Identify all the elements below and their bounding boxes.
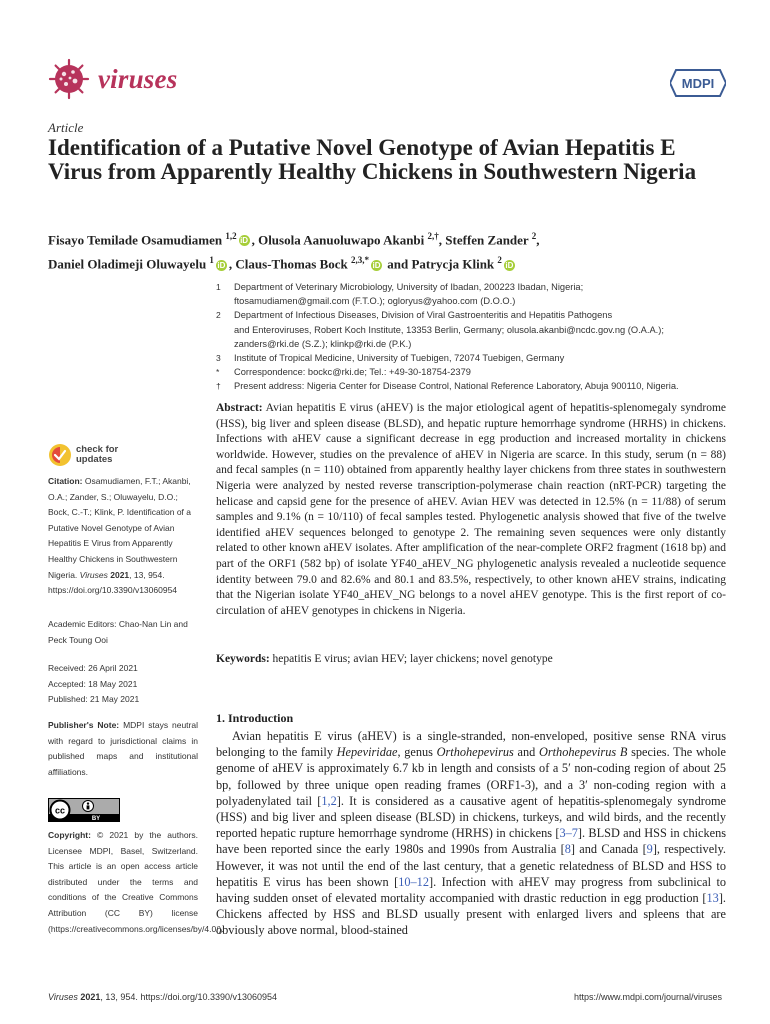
reference-link[interactable]: 9 — [646, 842, 653, 857]
by-label: BY — [91, 816, 101, 822]
abstract-text: Avian hepatitis E virus (aHEV) is the major etiological agent of hepatitis-splenomegaly syndrome (HSS), big liver and spleen disease (BLSD), and hepatic rupture hemorrhage syndrome (HRHS) in chickens. Infections with aHEV cause a significant decrease in egg production and increased mortality in chickens worldwide. However, studies on the prevalence of aHEV in Nigeria are scarce. In this study, serum (n = 88) and fecal samples (n = 110) obtained from apparently healthy layer chickens from three states in southwestern Nigeria were analyzed by nested reverse transcription-polymerase chain reaction (nRT-PCR) targeting the helicase and capsid gene for the presence of aHEV. Avian HEV was detected in 12.5% (n = 11/88) of serum samples and 9.1% (n = 10/110) of fecal samples tested. Phylogenetic analysis showed that five of the twelve identified aHEV sequences belonged to genotype 2. The remaining seven sequences were only distantly related to other known aHEV isolates. After amplification of the near-complete ORF2 fragment (1618 bp) and part of the ORF1 (582 bp) of isolate YF40_aHEV_NG phylogenetic analysis revealed a nucleotide sequence identity between 79.0 and 82.6% and 80.1 and 83.5%, respectively, to other known aHEV strains, indicating that the Nigerian isolate YF40_aHEV_NG belongs to a novel aHEV genotype. This is the first report of co-circulation of aHEV genotypes in chickens in Nigeria. — [216, 402, 726, 617]
footer-year: 2021 — [80, 992, 101, 1002]
affiliation-text: zanders@rki.de (S.Z.); klinkp@rki.de (P.K.) — [234, 338, 412, 349]
author-affiliation-marker: 1,2 — [225, 231, 237, 241]
affiliation-item — [216, 379, 736, 393]
dates-block — [48, 661, 198, 708]
keywords — [216, 652, 726, 667]
affiliation-text: ftosamudiamen@gmail.com (F.T.O.); ogloryus@yahoo.com (D.O.O.) — [234, 296, 516, 307]
affiliation-marker: * — [216, 367, 220, 378]
affiliation-marker — [216, 323, 234, 337]
page-title: Identification of a Putative Novel Genotype of Avian Hepatitis E Virus from Apparently Healthy Chickens in Southwestern Nigeria — [48, 135, 697, 184]
citation-block — [48, 474, 198, 599]
orcid-icon[interactable]: iD — [240, 236, 249, 246]
mdpi-logo[interactable] — [670, 68, 726, 98]
author-name: Daniel Oladimeji Oluwayelu — [48, 256, 207, 272]
author-separator: , — [536, 232, 540, 248]
journal-url[interactable]: https://www.mdpi.com/journal/viruses — [573, 992, 722, 1002]
affiliation-item — [216, 308, 736, 322]
reference-link[interactable]: 1,2 — [321, 793, 337, 808]
copyright-text: © 2021 by the authors. Licensee MDPI, Basel, Switzerland. This article is an open access article distributed under the terms and conditions of the Creative Commons Attribution (CC BY) license (https://creativecommons.org/licenses/by/4.0/). — [48, 830, 224, 934]
affiliation-marker — [216, 294, 234, 308]
cc-by-license-badge[interactable] — [48, 798, 120, 822]
reference-link[interactable]: 10–12 — [398, 874, 429, 889]
citation-journal: Viruses — [79, 569, 108, 580]
footer-journal: Viruses — [48, 992, 78, 1002]
affiliation-text: Institute of Tropical Medicine, University of Tuebigen, 72074 Tuebigen, Germany — [234, 353, 565, 364]
copyright-label: Copyright: — [48, 830, 91, 840]
citation-doi[interactable]: , 13, 954. https://doi.org/10.3390/v13060954 — [48, 569, 178, 596]
affiliation-text: Present address: Nigeria Center for Disease Control, National Reference Laboratory, Abuja 900110, Nigeria. — [234, 381, 679, 392]
affiliation-item — [216, 323, 736, 337]
publisher-note-label: Publisher's Note: — [48, 720, 120, 730]
academic-editors: Academic Editors: Chao-Nan Lin and Peck Toung Ooi — [48, 619, 188, 645]
section-heading: 1. Introduction — [216, 711, 294, 725]
affiliation-marker: 1 — [216, 282, 221, 292]
check-updates-icon — [48, 443, 72, 467]
affiliation-item — [216, 294, 736, 308]
introduction-paragraph: Avian hepatitis E virus (aHEV) is a single-stranded, non-enveloped, positive sense RNA virus belonging to the family Hepeviridae, genus Orthohepevirus and Orthohepevirus B species. The whole genome of aHEV is approximately 6.7 kb in length and consists of a 5′ non-coding region of about 25 bp, followed by three unique open reading frames (ORF1-3), and a 3′ non-coding region with a polyadenylated tail [1,2]. It is considered as a causative agent of hepatitis-splenomegaly syndrome (HSS) and big liver and spleen disease (BLSD) in chickens, turkeys, and wild birds, and the recently reported hepatic rupture hemorrhage syndrome (HRHS) in chickens [3–7]. BLSD and HSS in chickens have been reported since the early 1980s and 1990s from Australia [8] and Canada [9], respectively. However, it was not until the end of the last century, that a genetic relatedness of BLSD and HSS to hepatitis E virus has been shown [10–12]. Infection with aHEV may progress from subclinical to having sudden onset of elevated mortality accompanied with drastic reduction in egg production [13]. Chickens affected by HSS and BLSD usually present with enlarged livers and spleens that are obviously above normal, blood-stained — [216, 729, 727, 938]
affiliation-item — [216, 280, 736, 294]
footer-doi[interactable]: , 13, 954. https://doi.org/10.3390/v13060954 — [100, 992, 278, 1002]
citation-label: Citation: — [48, 476, 83, 486]
keywords-text: hepatitis E virus; avian HEV; layer chickens; novel genotype — [272, 653, 553, 665]
author-separator: , — [438, 232, 446, 248]
author-name: Olusola Aanuoluwapo Akanbi — [258, 232, 425, 248]
author-affiliation-marker: 2,† — [427, 231, 439, 241]
affiliation-marker: † — [216, 381, 221, 392]
affiliation-list — [216, 280, 736, 394]
author-affiliation-marker: 2 — [531, 231, 537, 241]
reference-link[interactable]: 8 — [564, 842, 571, 857]
copyright-block — [48, 828, 224, 937]
publisher-note — [48, 718, 198, 780]
author-name: Steffen Zander — [445, 232, 529, 248]
cc-label: cc — [54, 805, 66, 816]
author-affiliation-marker: 1 — [209, 255, 214, 266]
author-name: Fisayo Temilade Osamudiamen — [48, 232, 223, 248]
publisher-note-text: MDPI stays neutral with regard to jurisdictional claims in published maps and institutional affiliations. — [48, 720, 198, 777]
author-list — [48, 226, 728, 275]
reference-link[interactable]: 3–7 — [559, 826, 578, 841]
affiliation-text: and Enteroviruses, Robert Koch Institute, 13353 Berlin, Germany; olusola.akanbi@ncdc.gov.ng (O.A.A.); — [234, 324, 664, 335]
article-type: Article — [48, 120, 84, 135]
affiliation-text: Department of Infectious Diseases, Division of Viral Gastroenteritis and Hepatitis Pathogens — [234, 310, 613, 321]
author-separator: , — [251, 232, 259, 248]
journal-name: viruses — [98, 63, 178, 94]
footer-citation — [48, 992, 277, 1002]
orcid-icon[interactable]: iD — [505, 260, 514, 270]
orcid-icon[interactable]: iD — [217, 260, 226, 270]
check-for-updates-button[interactable] — [48, 443, 118, 467]
affiliation-text: Department of Veterinary Microbiology, University of Ibadan, 200223 Ibadan, Nigeria; — [234, 282, 584, 292]
check-label-2: updates — [76, 454, 113, 465]
keywords-label: Keywords: — [216, 653, 270, 665]
citation-text: Osamudiamen, F.T.; Akanbi, O.A.; Zander, S.; Oluwayelu, D.O.; Bock, C.-T.; Klink, P. Identification of a Putative Novel Genotype of Avian Hepatitis E Virus from Apparently Healthy Chickens in Southwestern Nigeria. — [48, 476, 191, 580]
affiliation-marker — [216, 337, 234, 351]
affiliation-item — [216, 351, 736, 365]
author-name: Patrycja Klink — [411, 256, 495, 272]
journal-logo[interactable] — [48, 58, 177, 100]
published-date: Published: 21 May 2021 — [48, 694, 140, 705]
orcid-icon[interactable]: iD — [372, 260, 381, 270]
author-name: Claus-Thomas Bock — [235, 256, 348, 272]
citation-year: 2021 — [110, 569, 130, 580]
publisher-name: MDPI — [681, 76, 715, 91]
affiliation-item — [216, 365, 736, 379]
affiliation-text: Correspondence: bockc@rki.de; Tel.: +49-30-18754-2379 — [234, 367, 471, 378]
check-label-1: check for — [76, 444, 119, 455]
abstract — [216, 401, 726, 619]
accepted-date: Accepted: 18 May 2021 — [48, 678, 138, 689]
affiliation-marker: 3 — [216, 353, 221, 364]
author-separator: and — [384, 256, 412, 272]
affiliation-item — [216, 337, 736, 351]
abstract-label: Abstract: — [216, 402, 263, 414]
affiliation-marker: 2 — [216, 310, 221, 321]
reference-link[interactable]: 13 — [706, 891, 719, 906]
received-date: Received: 26 April 2021 — [48, 663, 138, 673]
author-separator: , — [228, 256, 236, 272]
author-affiliation-marker: 2,3,* — [351, 255, 369, 266]
author-affiliation-marker: 2 — [497, 255, 502, 266]
virus-icon — [48, 58, 90, 100]
